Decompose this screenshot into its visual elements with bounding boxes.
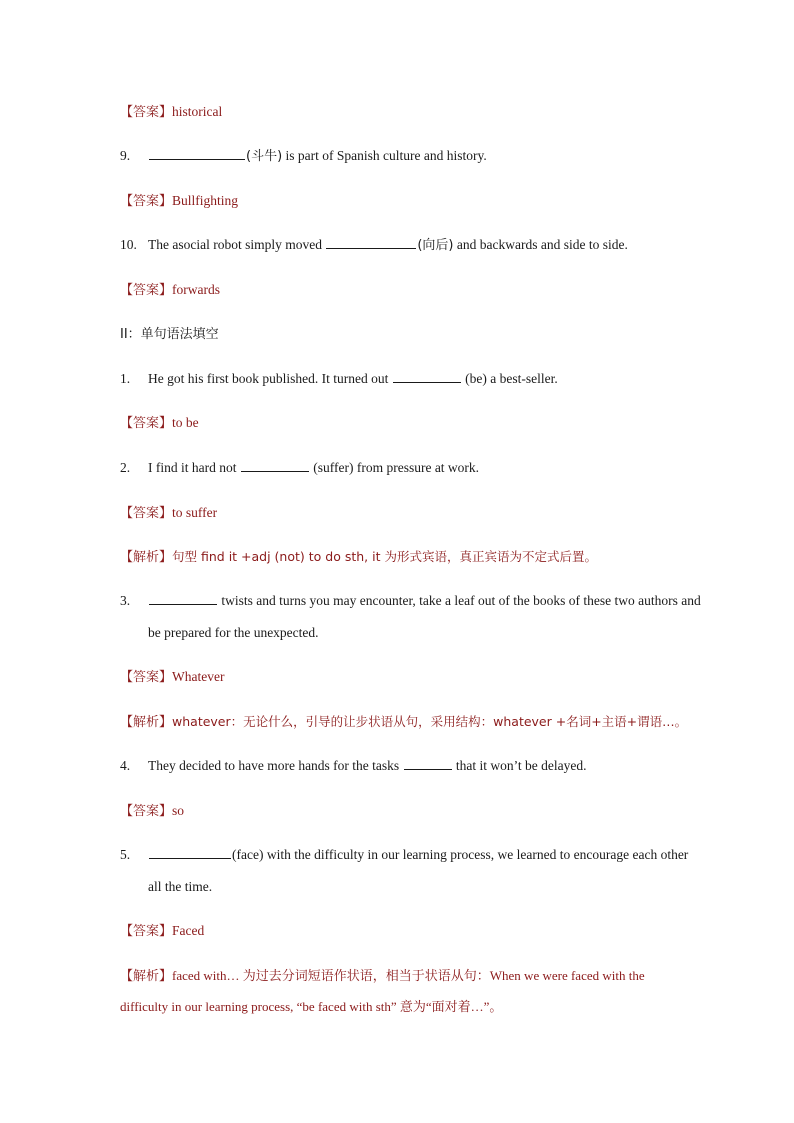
question-line: 1. He got his first book published. It turned out (be) a best-seller. [120, 371, 558, 386]
answer-line: 【答案】so [120, 803, 185, 819]
answer-blank [404, 757, 452, 770]
question-line: 5. (face) with the difficulty in our learning process, we learned to encourage each other [120, 847, 689, 862]
explanation-line: 【解析】faced with… 为过去分词短语作状语，相当于状语从句：When we were faced with the [120, 968, 645, 984]
section-heading: II：单句语法填空 [120, 327, 219, 342]
answer-blank [326, 236, 416, 249]
answer-blank [393, 370, 461, 383]
answer-line: 【答案】Faced [120, 923, 205, 939]
answer-line: 【答案】to be [120, 415, 199, 431]
explanation-line: 【解析】whatever：无论什么，引导的让步状语从句，采用结构：whatever +名词+主语+谓语…。 [120, 714, 688, 730]
answer-line: 【答案】forwards [120, 282, 220, 298]
answer-line: 【答案】Bullfighting [120, 193, 239, 209]
question-line: 9. (斗牛) is part of Spanish culture and history. [120, 148, 487, 164]
explanation-continuation: difficulty in our learning process, “be faced with sth” 意为“面对着…”。 [120, 999, 503, 1014]
answer-blank [149, 592, 217, 605]
question-line: 4. They decided to have more hands for the tasks that it won’t be delayed. [120, 758, 587, 773]
explanation-line: 【解析】句型 find it +adj (not) to do sth, it 为形式宾语，真正宾语为不定式后置。 [120, 549, 597, 565]
answer-line: 【答案】historical [120, 104, 223, 120]
answer-line: 【答案】Whatever [120, 669, 225, 685]
question-continuation: be prepared for the unexpected. [148, 625, 319, 640]
question-continuation: all the time. [148, 879, 213, 894]
question-line: 3. twists and turns you may encounter, take a leaf out of the books of these two authors and [120, 593, 701, 608]
answer-line: 【答案】to suffer [120, 505, 218, 521]
question-line: 10. The asocial robot simply moved (向后) and backwards and side to side. [120, 237, 628, 253]
answer-blank [241, 459, 309, 472]
answer-blank [149, 147, 245, 160]
question-line: 2. I find it hard not (suffer) from pressure at work. [120, 460, 480, 475]
answer-blank [149, 846, 231, 859]
